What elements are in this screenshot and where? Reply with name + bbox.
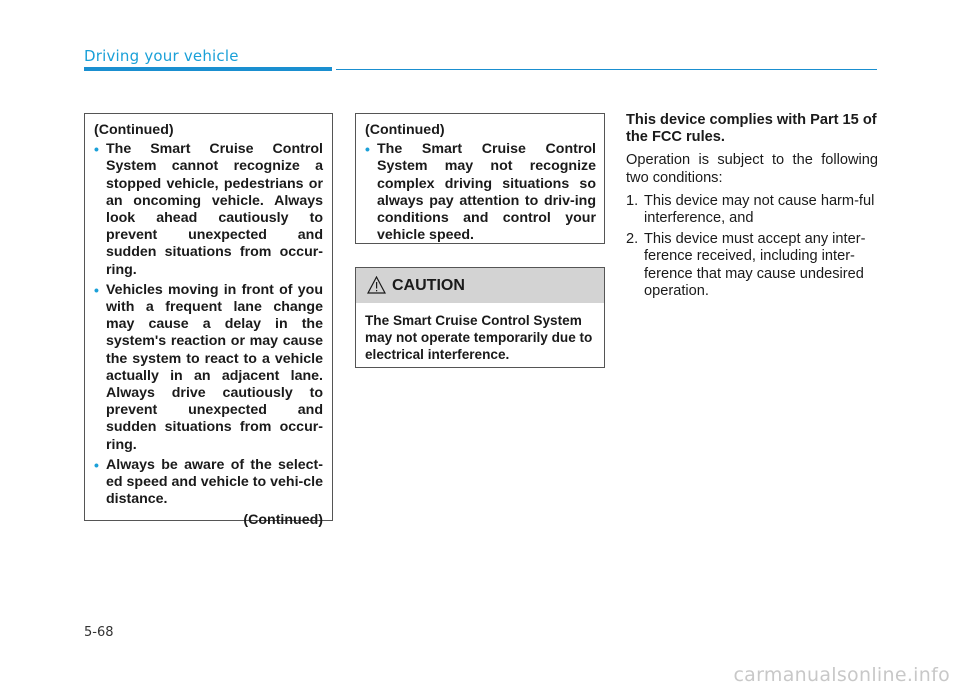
caution-header — [356, 268, 604, 303]
fcc-column — [626, 112, 878, 304]
warning-box-left — [84, 113, 333, 529]
header-rule-thick — [84, 67, 332, 71]
caution-text: The Smart Cruise Control System may not operate temporarily due to electrical interference. — [365, 313, 593, 362]
bullet-item — [94, 282, 323, 454]
fcc-title: This device complies with Part 15 of the FCC rules. — [626, 112, 877, 146]
caution-box — [355, 267, 605, 368]
caution-label: CAUTION — [392, 277, 465, 294]
bullet-dot-icon: • — [365, 141, 370, 158]
bullet-item — [94, 141, 323, 279]
list-item-number: 1. — [626, 192, 639, 209]
page-number: 5-68 — [84, 625, 114, 640]
bullet-item — [365, 141, 596, 244]
list-item-number: 2. — [626, 231, 639, 248]
warning-box-middle — [355, 113, 605, 244]
watermark: carmanualsonline.info — [733, 664, 950, 686]
bullet-dot-icon: • — [94, 456, 99, 473]
bullet-text: The Smart Cruise Control System cannot recognize a stopped vehicle, pedestrians or an oncoming vehicle. Always look ahead cautiously to prevent unexpected and sudden situations from occur-ring. — [106, 141, 323, 278]
list-item — [626, 193, 878, 227]
header-rule-thin — [336, 69, 877, 70]
list-item — [626, 231, 878, 300]
bullet-text: The Smart Cruise Control System may not recognize complex driving situations so always pay attention to driv-ing conditions and control your vehicle speed. — [377, 141, 596, 244]
warning-triangle-icon — [367, 276, 386, 294]
list-item-text: This device may not cause harm-ful interference, and — [644, 192, 875, 227]
bullet-item — [94, 457, 323, 509]
continued-bottom-label: (Continued) — [243, 512, 323, 529]
bullet-dot-icon: • — [94, 281, 99, 298]
fcc-intro: Operation is subject to the following two conditions: — [626, 152, 878, 186]
section-title: Driving your vehicle — [84, 47, 239, 65]
fcc-condition-list — [626, 193, 878, 300]
bullet-dot-icon: • — [94, 141, 99, 158]
bullet-text: Vehicles moving in front of you with a frequent lane change may cause a delay in the system's reaction or may cause the system to react to a vehicle actually in an adjacent lane. Always drive cautiously to prevent unexpected and sudden situations from occur-ring. — [106, 281, 323, 453]
list-item-text: This device must accept any inter-ference received, including inter-ference that may cause undesired operation. — [644, 231, 866, 299]
continued-top-label: (Continued) — [94, 122, 174, 138]
continued-top-label: (Continued) — [365, 122, 445, 138]
bullet-text: Always be aware of the select-ed speed and vehicle to vehi-cle distance. — [106, 456, 323, 508]
